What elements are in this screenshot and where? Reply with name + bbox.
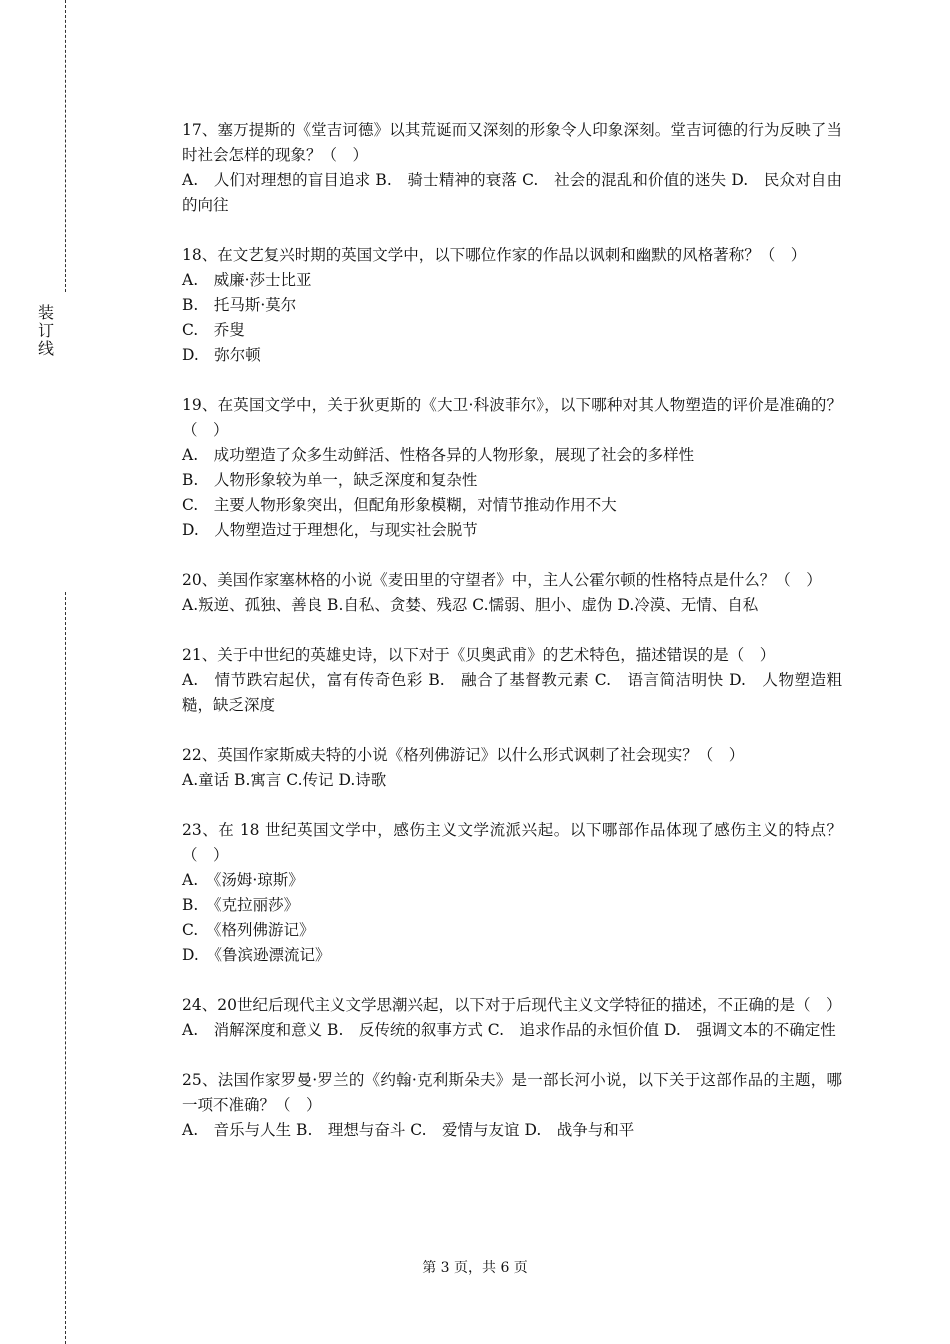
question-22	[182, 743, 842, 793]
question-options: A. 音乐与人生 B. 理想与奋斗 C. 爱情与友谊 D. 战争与和平	[182, 1121, 635, 1139]
question-18	[182, 243, 842, 368]
question-options: A. 情节跌宕起伏，富有传奇色彩 B. 融合了基督教元素 C. 语言简洁明快 D. 人物塑造粗糙，缺乏深度	[182, 671, 842, 714]
question-stem: 17、塞万提斯的《堂吉诃德》以其荒诞而又深刻的形象令人印象深刻。堂吉诃德的行为反映了当时社会怎样的现象？（ ）	[182, 121, 842, 164]
option-d: D. 人物塑造过于理想化，与现实社会脱节	[182, 521, 478, 539]
question-options: A. 消解深度和意义 B. 反传统的叙事方式 C. 追求作品的永恒价值 D. 强调文本的不确定性	[182, 1021, 836, 1039]
option-c: C. 乔叟	[182, 321, 245, 339]
option-a: A. 威廉·莎士比亚	[182, 271, 312, 289]
option-b: B. 《克拉丽莎》	[182, 896, 300, 914]
option-b: B. 人物形象较为单一，缺乏深度和复杂性	[182, 471, 478, 489]
question-list	[182, 118, 842, 1168]
question-options: A.叛逆、孤独、善良 B.自私、贪婪、残忍 C.懦弱、胆小、虚伪 D.冷漠、无情、自私	[182, 596, 759, 614]
question-stem: 25、法国作家罗曼·罗兰的《约翰·克利斯朵夫》是一部长河小说，以下关于这部作品的主题，哪一项不准确？（ ）	[182, 1071, 842, 1114]
option-b: B. 托马斯·莫尔	[182, 296, 297, 314]
question-stem: 22、英国作家斯威夫特的小说《格列佛游记》以什么形式讽刺了社会现实？（ ）	[182, 746, 745, 764]
question-stem: 21、关于中世纪的英雄史诗，以下对于《贝奥武甫》的艺术特色，描述错误的是（ ）	[182, 646, 776, 664]
binding-char: 线	[37, 339, 54, 358]
question-23	[182, 818, 842, 968]
question-options: A.童话 B.寓言 C.传记 D.诗歌	[182, 771, 387, 789]
question-17	[182, 118, 842, 218]
question-20	[182, 568, 842, 618]
question-stem: 23、在 18 世纪英国文学中，感伤主义文学流派兴起。以下哪部作品体现了感伤主义的特点？（ ）	[182, 821, 842, 864]
question-stem: 20、美国作家塞林格的小说《麦田里的守望者》中，主人公霍尔顿的性格特点是什么？（ ）	[182, 571, 822, 589]
question-stem: 19、在英国文学中，关于狄更斯的《大卫·科波菲尔》，以下哪种对其人物塑造的评价是准确的？（ ）	[182, 396, 842, 439]
binding-dashed-line-top	[65, 0, 66, 292]
question-19	[182, 393, 842, 543]
option-a: A. 《汤姆·琼斯》	[182, 871, 304, 889]
binding-label	[36, 304, 56, 358]
option-d: D. 弥尔顿	[182, 346, 261, 364]
question-options: A. 人们对理想的盲目追求 B. 骑士精神的衰落 C. 社会的混乱和价值的迷失 D. 民众对自由的向往	[182, 171, 842, 214]
binding-dashed-line-bottom	[65, 592, 66, 1344]
question-stem: 18、在文艺复兴时期的英国文学中，以下哪位作家的作品以讽刺和幽默的风格著称？（ ）	[182, 246, 807, 264]
option-c: C. 《格列佛游记》	[182, 921, 315, 939]
question-stem: 24、20世纪后现代主义文学思潮兴起，以下对于后现代主义文学特征的描述，不正确的是（ ）	[182, 996, 842, 1014]
question-24	[182, 993, 842, 1043]
binding-char: 订	[37, 321, 54, 340]
option-c: C. 主要人物形象突出，但配角形象模糊，对情节推动作用不大	[182, 496, 617, 514]
page-number: 第 3 页，共 6 页	[422, 1260, 528, 1276]
binding-char: 装	[37, 303, 54, 322]
option-d: D. 《鲁滨逊漂流记》	[182, 946, 331, 964]
question-25	[182, 1068, 842, 1143]
option-a: A. 成功塑造了众多生动鲜活、性格各异的人物形象，展现了社会的多样性	[182, 446, 695, 464]
question-21	[182, 643, 842, 718]
